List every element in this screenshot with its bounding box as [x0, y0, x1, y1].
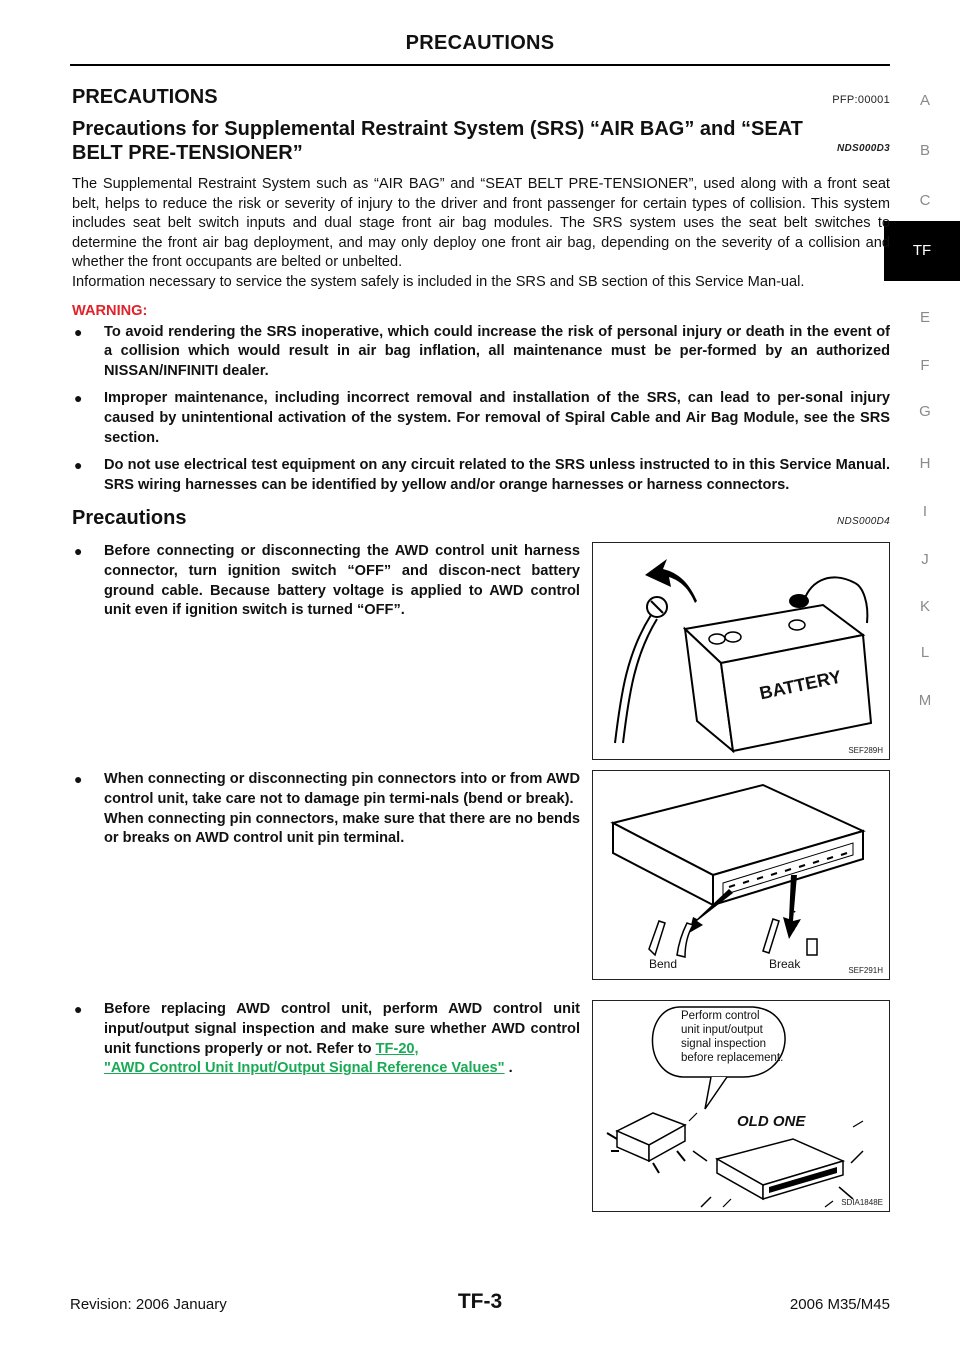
running-header-title: PRECAUTIONS — [405, 32, 555, 54]
precaution-item: ● Before replacing AWD control unit, perform AWD control unit input/output signal inspection and make sure whether AWD control unit functions properly or not. Refer to TF-20, "AWD Control Unit Input/Output Signal Reference Values" . — [74, 1001, 580, 1077]
precaution-row-battery — [72, 542, 890, 770]
srs-paragraph-info: Information necessary to service the system safely is included in the SRS and SB section of this Service Man-ual. — [72, 273, 805, 290]
footer-revision: Revision: 2006 January — [70, 1296, 227, 1313]
link-awd-signal-reference[interactable]: "AWD Control Unit Input/Output Signal Reference Values" — [104, 1060, 505, 1077]
figure-caption: SEF291H — [848, 966, 883, 976]
precautions-title: Precautions — [72, 507, 187, 530]
section-tab-c[interactable]: C — [919, 192, 931, 209]
section-tab-e[interactable]: E — [919, 309, 930, 326]
section-tab-a[interactable]: A — [919, 92, 930, 109]
warning-item: ● Do not use electrical test equipment on any circuit related to the SRS unless instructed to in this Service Manual. SRS wiring harnesses can be identified by yellow and/or orange harnesses or harness connectors. — [74, 457, 890, 493]
bullet-icon: ● — [74, 323, 83, 340]
srs-code: NDS000D3 — [837, 143, 890, 154]
figure-caption: SDIA1848E — [841, 1198, 883, 1208]
warning-item: ● To avoid rendering the SRS inoperative, which could increase the risk of personal injury or death in the event of a collision which would result in air bag inflation, all maintenance must be per-formed by an authorized NISSAN/INFINITI dealer. — [74, 323, 890, 379]
section-tab-f[interactable]: F — [920, 357, 930, 374]
break-label: Break — [769, 957, 801, 972]
warning-item: ● Improper maintenance, including incorrect removal and installation of the SRS, can lead to per-sonal injury caused by unintentional activation of the system. For removal of Spiral Cable and Air Bag Module, see the SRS section. — [74, 390, 890, 446]
footer-page-number: TF-3 — [457, 1290, 503, 1313]
srs-title-line1: Precautions for Supplemental Restraint System (SRS) “AIR BAG” and “SEAT — [72, 118, 803, 140]
footer-model: 2006 M35/M45 — [789, 1296, 890, 1313]
bullet-icon: ● — [74, 771, 83, 788]
figure-caption: SEF289H — [848, 746, 883, 756]
control-unit-illustration — [592, 770, 890, 980]
srs-title-line2: BELT PRE-TENSIONER” — [72, 142, 303, 164]
section-tab-i[interactable]: I — [922, 503, 928, 520]
page-content — [72, 86, 890, 1240]
section-tab-tf[interactable]: TF — [884, 221, 960, 281]
section-title: PRECAUTIONS — [72, 86, 218, 108]
battery-illustration — [592, 542, 890, 760]
bullet-icon: ● — [74, 543, 83, 560]
section-tab-b[interactable]: B — [919, 142, 930, 159]
header-rule — [70, 64, 890, 66]
bend-label: Bend — [649, 957, 678, 972]
battery-label: BATTERY — [757, 666, 844, 704]
precautions-heading — [72, 507, 890, 530]
precaution-item: ● When connecting or disconnecting pin connectors into or from AWD control unit, take care not to damage pin termi-nals (bend or break). When connecting pin connectors, make sure that there are no bends or breaks on AWD control unit pin terminal. — [74, 771, 581, 847]
replacement-illustration — [592, 1000, 890, 1212]
precautions-code: NDS000D4 — [837, 516, 890, 528]
srs-heading — [72, 117, 890, 165]
inspection-bubble: Perform control unit input/output signal inspection before replacement. — [681, 1010, 784, 1065]
control-unit-icon — [593, 771, 889, 979]
old-one-label: OLD ONE — [737, 1113, 806, 1131]
section-code: PFP:00001 — [832, 94, 890, 106]
battery-icon — [593, 543, 889, 759]
section-heading — [72, 86, 890, 109]
link-tf-20[interactable]: TF-20, — [375, 1040, 419, 1057]
precaution-row-replace — [72, 1000, 890, 1240]
precaution-item: ● Before connecting or disconnecting the AWD control unit harness connector, turn ignition switch “OFF” and discon-nect battery ground cable. Because battery voltage is applied to AWD control unit even if ignition switch is turned “OFF”. — [74, 543, 580, 619]
section-tab-g[interactable]: G — [919, 403, 931, 420]
precaution-row-connector — [72, 770, 890, 1000]
bullet-icon: ● — [74, 390, 83, 407]
warning-label: WARNING: — [72, 302, 148, 319]
section-tab-m[interactable]: M — [918, 692, 932, 709]
bullet-icon: ● — [74, 1001, 83, 1018]
section-tab-k[interactable]: K — [919, 598, 930, 615]
bullet-icon: ● — [74, 457, 83, 474]
section-tab-l[interactable]: L — [920, 644, 930, 661]
section-tab-j[interactable]: J — [921, 551, 929, 568]
warning-list — [72, 323, 890, 496]
srs-paragraph: The Supplemental Restraint System such as “AIR BAG” and “SEAT BELT PRE-TENSIONER”, used along with a front seat belt, helps to reduce the risk or severity of injury to the driver and front passenger for certain types of collision. This system includes seat belt switch inputs and dual stage front air bag modules. The SRS system uses the seat belt switches to determine the front air bag deployment, and may only deploy one front air bag, depending on the severity of a collision and whether the front occupants are belted or unbelted. — [72, 176, 890, 271]
section-tab-h[interactable]: H — [919, 455, 931, 472]
